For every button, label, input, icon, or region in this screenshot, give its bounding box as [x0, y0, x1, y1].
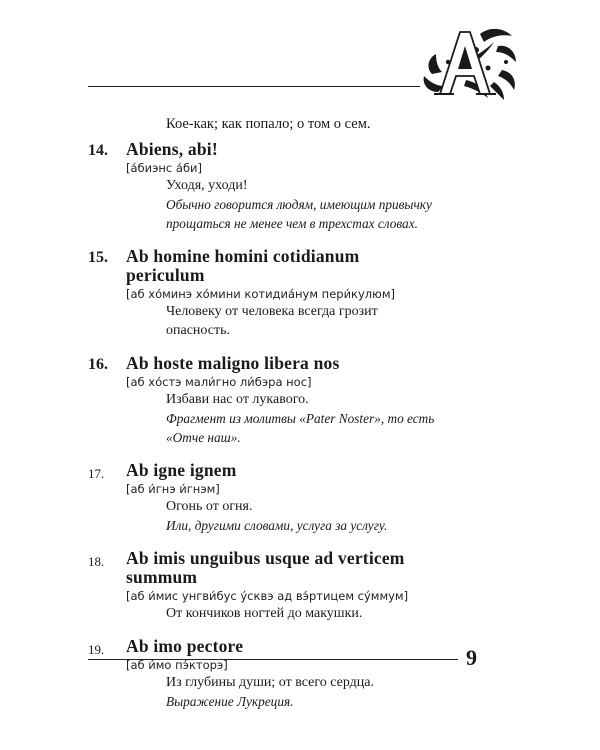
- entry-number: 19.: [88, 642, 105, 657]
- translation: Избави нас от лукавого.: [166, 392, 309, 407]
- latin-phrase: Ab hoste maligno libera nos: [126, 353, 340, 373]
- entry-body: [126, 637, 548, 711]
- pronunciation: [аб и́гнэ и́гнэм]: [126, 482, 220, 496]
- dictionary-entry: [88, 549, 548, 623]
- translation: Огонь от огня.: [166, 499, 253, 514]
- entry-number: 18.: [88, 554, 105, 569]
- commentary-note: Или, другими словами, услуга за услугу.: [166, 518, 388, 533]
- entry-number: 15.: [88, 249, 108, 266]
- dictionary-entry: [88, 140, 548, 233]
- header-rule: [88, 86, 420, 87]
- latin-phrase: Ab imo pectore: [126, 636, 244, 656]
- translation: Уходя, уходи!: [166, 178, 248, 193]
- dictionary-entry: [88, 354, 548, 447]
- entry-body: [126, 461, 548, 535]
- latin-phrase: periculum: [126, 265, 205, 285]
- commentary-note: Выражение Лукреция.: [166, 694, 294, 709]
- entry-body: [126, 247, 548, 340]
- continuation-text: Кое-как; как попало; о том о сем.: [166, 116, 371, 132]
- latin-phrase: Abiens, abi!: [126, 139, 218, 159]
- ornamental-initial-a-icon: [418, 22, 520, 102]
- dictionary-entry: [88, 461, 548, 535]
- entries-list: [88, 140, 548, 725]
- commentary-note: прощаться не менее чем в трехстах словах.: [166, 216, 418, 231]
- entry-body: [126, 354, 548, 447]
- translation: Из глубины души; от всего сердца.: [166, 675, 374, 690]
- latin-phrase: Ab imis unguibus usque ad verticem: [126, 548, 405, 568]
- commentary-note: «Отче наш».: [166, 430, 241, 445]
- latin-phrase: summum: [126, 567, 198, 587]
- entry-body: [126, 140, 548, 233]
- entry-body: [126, 549, 548, 623]
- entry-number: 17.: [88, 466, 105, 481]
- dictionary-entry: [88, 247, 548, 340]
- commentary-note: Фрагмент из молитвы «Pater Noster», то есть: [166, 411, 435, 426]
- pronunciation: [аб хо́стэ мали́гно ли́бэра нос]: [126, 375, 312, 389]
- footer-rule: [88, 659, 458, 660]
- translation: Человеку от человека всегда грозит: [166, 304, 378, 319]
- translation: опасность.: [166, 323, 230, 338]
- pronunciation: [аб и́мо пэ́кторэ]: [126, 658, 228, 672]
- pronunciation: [а́биэнс а́би]: [126, 161, 203, 175]
- pronunciation: [аб и́мис унгви́бус у́сквэ ад вэ́ртицем су́ммум]: [126, 589, 409, 603]
- translation: От кончиков ногтей до макушки.: [166, 606, 363, 621]
- pronunciation: [аб хо́минэ хо́мини котидиа́нум пери́кулюм]: [126, 287, 395, 301]
- entry-number: 14.: [88, 142, 108, 159]
- page-number: 9: [466, 645, 477, 670]
- dictionary-entry: [88, 637, 548, 711]
- latin-phrase: Ab igne ignem: [126, 460, 237, 480]
- latin-phrase: Ab homine homini cotidianum: [126, 246, 360, 266]
- entry-number: 16.: [88, 356, 108, 373]
- commentary-note: Обычно говорится людям, имеющим привычку: [166, 197, 432, 212]
